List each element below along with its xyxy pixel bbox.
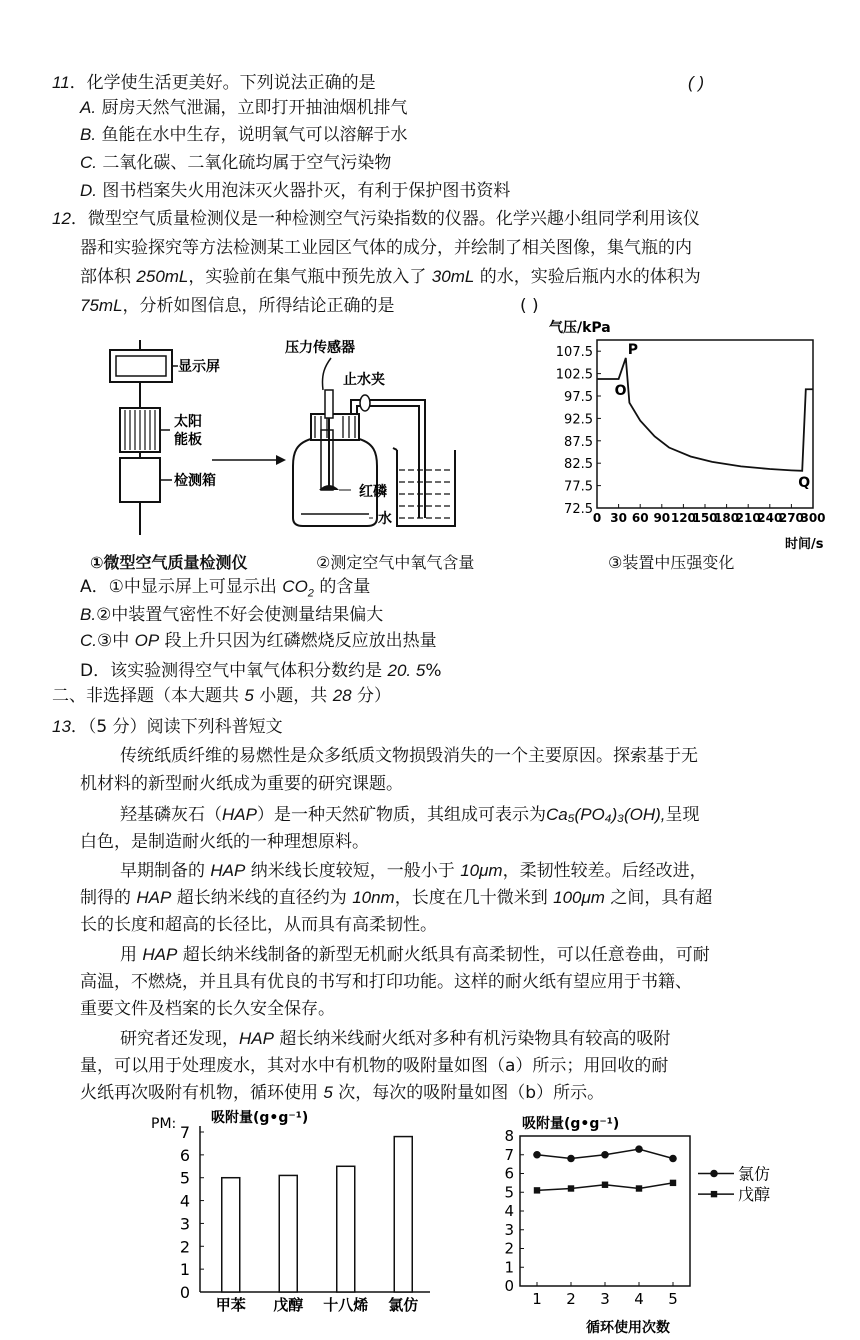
pressure-ytick-label: 77.5 — [564, 479, 593, 495]
pressure-chart — [545, 318, 830, 553]
bar-2 — [279, 1175, 297, 1292]
cycle-line-chart — [490, 1108, 810, 1338]
q12-answer-bracket: ( ) — [520, 296, 539, 316]
series-1-point — [601, 1151, 609, 1159]
caption-fig1: ①微型空气质量检测仪 — [90, 553, 248, 572]
q12-stem-line4: 75mL，分析如图信息，所得结论正确的是 — [80, 296, 395, 316]
bar-category-label: 戊醇 — [273, 1296, 304, 1314]
series-2-point — [568, 1185, 574, 1191]
figure-detector — [100, 340, 300, 540]
pressure-xtick-label: 60 — [631, 511, 649, 525]
pressure-xtick-label: 240 — [757, 511, 783, 525]
pressure-xtick-label: 210 — [735, 511, 761, 525]
legend-label-1: 氯仿 — [738, 1164, 771, 1184]
label-solar-b: 能板 — [174, 432, 202, 448]
pressure-ytick-label: 87.5 — [564, 434, 593, 450]
bar-ytick-label: 0 — [179, 1283, 190, 1302]
pressure-ylabel: 气压/kPa — [549, 320, 611, 336]
series-2-point — [534, 1187, 540, 1193]
cycle-chart-xlabel: 循环使用次数 — [586, 1320, 670, 1336]
cycle-ytick-label: 5 — [504, 1183, 514, 1202]
cycle-xtick-label: 1 — [532, 1290, 542, 1308]
pressure-xtick-label: 120 — [670, 511, 696, 525]
pressure-xtick-label: 0 — [592, 511, 602, 525]
q11-option-d: D. 图书档案失火用泡沫灭火器扑灭，有利于保护图书资料 — [80, 181, 511, 201]
bar-chart-prefix: PM: — [151, 1116, 177, 1132]
q13-p2-line2: 白色，是制造耐火纸的一种理想原料。 — [80, 832, 369, 852]
series-1-point — [533, 1151, 541, 1159]
caption-fig3: ③装置中压强变化 — [608, 553, 735, 572]
pressure-xtick-label: 30 — [610, 511, 627, 525]
series-2-point — [636, 1185, 642, 1191]
figure-apparatus — [285, 330, 485, 535]
section-two-heading: 二、非选择题（本大题共 5 小题，共 28 分） — [52, 686, 392, 706]
q13-p1-line1: 传统纸质纤维的易燃性是众多纸质文物损毁消失的一个主要原因。探索基于无 — [120, 746, 698, 766]
series-1-point — [635, 1145, 643, 1153]
pressure-ytick-label: 97.5 — [564, 390, 593, 405]
water-clamp — [360, 395, 370, 411]
bar-category-label: 甲苯 — [215, 1296, 246, 1314]
series-2-point — [602, 1182, 608, 1188]
q12-stem-line1: 12．微型空气质量检测仪是一种检测空气污染指数的仪器。化学兴趣小组同学利用该仪 — [52, 209, 700, 229]
q12-number: 12 — [52, 209, 71, 228]
cycle-xtick-label: 5 — [668, 1290, 678, 1308]
pressure-ytick-label: 82.5 — [564, 457, 593, 473]
pressure-point-p: P — [627, 341, 639, 358]
q11-option-a: A. 厨房天然气泄漏，立即打开抽油烟机排气 — [80, 98, 408, 118]
pressure-point-q: Q — [798, 474, 811, 491]
legend-marker-1 — [710, 1170, 718, 1178]
pressure-curve — [597, 358, 813, 471]
pressure-xtick-label: 300 — [800, 511, 826, 525]
legend-marker-2 — [711, 1191, 717, 1197]
q11-option-b: B. 鱼能在水中生存，说明氧气可以溶解于水 — [80, 125, 408, 145]
bar-category-label: 氯仿 — [388, 1296, 419, 1314]
pressure-ytick-label: 72.5 — [564, 502, 593, 517]
label-phosphorus: 红磷 — [359, 484, 387, 500]
bar-ytick-label: 2 — [179, 1237, 190, 1257]
caption-fig2: ②测定空气中氧气含量 — [316, 553, 475, 572]
q11-stem: 化学使生活更美好。下列说法正确的是 — [86, 73, 376, 93]
series-1-point — [669, 1155, 677, 1163]
gas-bottle — [293, 438, 377, 526]
q13-p5-line3: 火纸再次吸附有机物，循环使用 5 次，每次的吸附量如图（b）所示。 — [80, 1083, 605, 1103]
label-box: 检测箱 — [174, 473, 216, 489]
bar-ytick-label: 1 — [179, 1260, 190, 1280]
adsorption-bar-chart — [145, 1104, 435, 1334]
label-screen: 显示屏 — [178, 359, 220, 375]
label-clamp: 止水夹 — [343, 372, 385, 388]
bar-1 — [222, 1178, 240, 1292]
q11-answer-bracket: ( ) — [688, 73, 705, 92]
pressure-xlabel: 时间/s — [785, 537, 824, 552]
q13-p4-line2: 高温，不燃烧，并且具有优良的书写和打印功能。这样的耐火纸有望应用于书籍、 — [80, 972, 692, 992]
label-sensor: 压力传感器 — [285, 340, 355, 356]
q13-p2-line1: 羟基磷灰石（HAP）是一种天然矿物质，其组成可表示为Ca₅(PO₄)₃(OH),呈现 — [120, 805, 700, 825]
bottle-stopper — [311, 414, 359, 440]
q12-option-d: D．该实验测得空气中氧气体积分数约是 20. 5% — [80, 661, 442, 681]
cycle-ytick-label: 2 — [504, 1239, 514, 1258]
pressure-plot-frame — [597, 340, 813, 508]
pressure-ytick-label: 102.5 — [555, 367, 593, 383]
cycle-xtick-label: 4 — [634, 1290, 644, 1308]
screen-inner — [116, 356, 166, 376]
pressure-xtick-label: 180 — [714, 511, 740, 525]
arrow-icon — [210, 450, 290, 470]
cycle-xtick-label: 3 — [600, 1290, 610, 1308]
bar-ytick-label: 4 — [179, 1191, 190, 1211]
q13-p1-line2: 机材料的新型耐火纸成为重要的研究课题。 — [80, 774, 403, 794]
bar-ytick-label: 7 — [179, 1123, 190, 1142]
bar-chart-ylabel: 吸附量(g•g⁻¹) — [211, 1110, 309, 1126]
cycle-xtick-label: 2 — [566, 1290, 576, 1308]
pressure-xtick-label: 150 — [692, 511, 718, 525]
cycle-ytick-label: 3 — [504, 1220, 514, 1239]
pressure-ytick-label: 107.5 — [555, 345, 593, 361]
q12-stem-line2: 器和实验探究等方法检测某工业园区气体的成分，并绘制了相关图像，集气瓶的内 — [80, 238, 692, 258]
pressure-xtick-label: 90 — [653, 511, 671, 525]
q13-stem: 13．（5 分）阅读下列科普短文 — [52, 717, 283, 737]
hap-formula: Ca₅(PO₄)₃(OH), — [545, 805, 666, 824]
cycle-ytick-label: 1 — [504, 1258, 514, 1277]
cycle-ytick-label: 4 — [504, 1202, 514, 1220]
q13-p5-line1: 研究者还发现，HAP 超长纳米线耐火纸对多种有机污染物具有较高的吸附 — [120, 1029, 671, 1049]
q12-option-c: C.③中 OP 段上升只因为红磷燃烧反应放出热量 — [80, 631, 437, 651]
pressure-point-o: O — [614, 382, 627, 399]
series-2-point — [670, 1180, 676, 1186]
cycle-chart-ylabel: 吸附量(g•g⁻¹) — [522, 1116, 620, 1132]
q13-number: 13 — [52, 717, 71, 736]
q12-option-b: B.②中装置气密性不好会使测量结果偏大 — [80, 605, 384, 625]
detection-box — [120, 458, 160, 502]
label-solar-a: 太阳 — [174, 414, 202, 430]
bar-ytick-label: 6 — [179, 1145, 190, 1165]
pressure-ytick-label: 92.5 — [564, 412, 593, 428]
cycle-ytick-label: 8 — [504, 1127, 514, 1145]
q13-p4-line1: 用 HAP 超长纳米线制备的新型无机耐火纸具有高柔韧性，可以任意卷曲，可耐 — [120, 945, 710, 965]
q13-p5-line2: 量，可以用于处理废水，其对水中有机物的吸附量如图（a）所示；用回收的耐 — [80, 1056, 669, 1076]
cycle-ytick-label: 6 — [504, 1164, 514, 1183]
q11-option-c: C. 二氧化碳、二氧化硫均属于空气污染物 — [80, 153, 392, 173]
bar-4 — [394, 1137, 412, 1292]
q13-p4-line3: 重要文件及档案的长久安全保存。 — [80, 999, 335, 1019]
bar-ytick-label: 3 — [179, 1214, 190, 1234]
q11-number: 11 — [52, 73, 70, 92]
legend-label-2: 戊醇 — [738, 1185, 771, 1205]
bar-3 — [337, 1166, 355, 1292]
bar-ytick-label: 5 — [179, 1168, 190, 1188]
series-1-point — [567, 1155, 575, 1163]
q11-stem-line: 11．化学使生活更美好。下列说法正确的是 — [52, 73, 376, 93]
q13-p3-line3: 长的长度和超高的长径比，从而具有高柔韧性。 — [80, 915, 437, 935]
q12-option-a: A．①中显示屏上可显示出 $CO_2$ 的含量 — [80, 577, 371, 600]
q12-stem-line3: 部体积 250mL，实验前在集气瓶中预先放入了 30mL 的水，实验后瓶内水的体积为 — [80, 267, 701, 287]
label-water: 水 — [378, 511, 392, 527]
cycle-ytick-label: 0 — [504, 1277, 514, 1295]
q13-p3-line2: 制得的 HAP 超长纳米线的直径约为 10nm，长度在几十微米到 100μm 之间，具有超 — [80, 888, 713, 908]
pressure-xtick-label: 270 — [778, 511, 804, 525]
bar-category-label: 十八烯 — [323, 1296, 369, 1314]
cycle-ytick-label: 7 — [504, 1145, 514, 1164]
q13-p3-line1: 早期制备的 HAP 纳米线长度较短，一般小于 10μm，柔韧性较差。后经改进， — [120, 861, 707, 881]
